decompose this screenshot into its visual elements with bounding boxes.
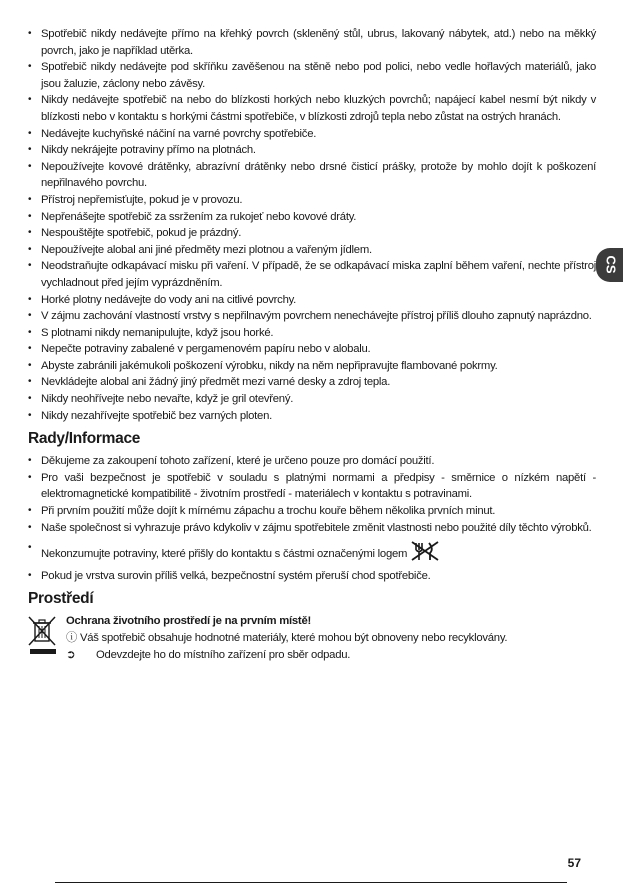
- list-item: • Pokud je vrstva surovin příliš velká, bezpečnostní systém přeruší chod spotřebiče.: [28, 568, 596, 585]
- list-item: • Nedávejte kuchyňské náčiní na varné povrchy spotřebiče.: [28, 126, 596, 143]
- list-item: • Abyste zabránili jakémukoli poškození výrobku, nikdy na něm nepřipravujte flambované pokrmy.: [28, 358, 596, 375]
- list-item: • Nepřenášejte spotřebič za ssržením za rukojeť nebo kovové dráty.: [28, 209, 596, 226]
- advice-list-2: [28, 540, 596, 584]
- logo-warning-text: Nekonzumujte potraviny, které přišly do kontaktu s částmi označenými logem: [41, 548, 408, 560]
- separator-bar: [30, 649, 56, 654]
- list-item: • Horké plotny nedávejte do vody ani na citlivé povrchy.: [28, 292, 596, 309]
- list-item: • Nevkládejte alobal ani žádný jiný předmět mezi varné desky a zdroj tepla.: [28, 374, 596, 391]
- advice-heading: Rady/Informace: [28, 430, 141, 448]
- page-number: 57: [567, 856, 581, 870]
- environment-line-1: ⓘ Váš spotřebič obsahuje hodnotné materiály, které mohou být obnoveny nebo recyklovány.: [66, 632, 508, 644]
- language-tab: CS: [596, 248, 623, 282]
- environment-title: Ochrana životního prostředí je na prvním místě!: [66, 615, 311, 628]
- advice-list: [28, 453, 596, 536]
- safety-list: [28, 26, 596, 424]
- list-item: • Nikdy nekrájejte potraviny přímo na plotnách.: [28, 142, 596, 159]
- crossed-out-bin-icon: [26, 615, 58, 652]
- list-item: • Děkujeme za zakoupení tohoto zařízení, které je určeno pouze pro domácí použití.: [28, 453, 596, 470]
- list-item: • Nikdy nezahřívejte spotřebič bez varných ploten.: [28, 408, 596, 425]
- list-item: • Naše společnost si vyhrazuje právo kdykoliv v zájmu spotřebitele změnit vlastnosti nebo použité díly těchto výrobků.: [28, 520, 596, 537]
- info-icon: ⓘ: [66, 632, 78, 644]
- list-item: • Nepoužívejte kovové drátěnky, abrazívní drátěnky nebo drsné čisticí prášky, protože by mohlo dojít k poškození nepřilnavého povrchu.: [28, 159, 596, 192]
- environment-section: [28, 613, 596, 683]
- arrow-icon: ➲: [66, 648, 76, 661]
- list-item: • Nikdy neohřívejte nebo nevařte, když je gril otevřený.: [28, 391, 596, 408]
- list-item: • Nepečte potraviny zabalené v pergamenovém papíru nebo v alobalu.: [28, 341, 596, 358]
- crossed-utensils-icon: [410, 540, 440, 568]
- list-item: • Přístroj nepřemisťujte, pokud je v provozu.: [28, 192, 596, 209]
- list-item: • Pro vaši bezpečnost je spotřebič v souladu s platnými normami a předpisy - směrnice o nízkém napětí - elektromagnetické kompatibilitě - životním prostředí - materiálech v kontaktu s potravinami.: [28, 470, 596, 503]
- environment-line-2: ➲ Odevzdejte ho do místního zařízení pro sběr odpadu.: [66, 647, 586, 664]
- list-item: • S plotnami nikdy nemanipulujte, když jsou horké.: [28, 325, 596, 342]
- footer-rule: [55, 882, 567, 883]
- list-item: [28, 540, 596, 568]
- list-item: • V zájmu zachování vlastností vrstvy s nepřilnavým povrchem nenechávejte přístroj příliš dlouho zapnutý naprázdno.: [28, 308, 596, 325]
- list-item: • Nepoužívejte alobal ani jiné předměty mezi plotnou a vařeným jídlem.: [28, 242, 596, 259]
- list-item: • Při prvním použití může dojít k mírnému zápachu a trochu kouře během několika prvních minut.: [28, 503, 596, 520]
- list-item: • Neodstraňujte odkapávací misku při vaření. V případě, že se odkapávací miska zaplní během vaření, nechte přístroj vychladnout před jejím vyprázdněním.: [28, 258, 596, 291]
- environment-text: [66, 613, 586, 663]
- list-item: • Nikdy nedávejte spotřebič na nebo do blízkosti horkých nebo kluzkých povrchů; napájecí kabel nesmí být nikdy v blízkosti nebo v kontaktu s horkými částmi spotřebiče, v blízkosti zdrojů tepla nebo zůstat na ostrých hranách.: [28, 92, 596, 125]
- environment-heading: Prostředí: [28, 590, 94, 608]
- page-content: [28, 26, 596, 683]
- list-item: • Spotřebič nikdy nedávejte pod skříňku zavěšenou na stěně nebo pod polici, nebo vedle hořlavých materiálů, jako jsou žaluzie, záclony nebo závěsy.: [28, 59, 596, 92]
- list-item: • Spotřebič nikdy nedávejte přímo na křehký povrch (skleněný stůl, ubrus, lakovaný nábytek, atd.) nebo na měkký povrch, jako je například utěrka.: [28, 26, 596, 59]
- list-item: • Nespouštějte spotřebič, pokud je prázdný.: [28, 225, 596, 242]
